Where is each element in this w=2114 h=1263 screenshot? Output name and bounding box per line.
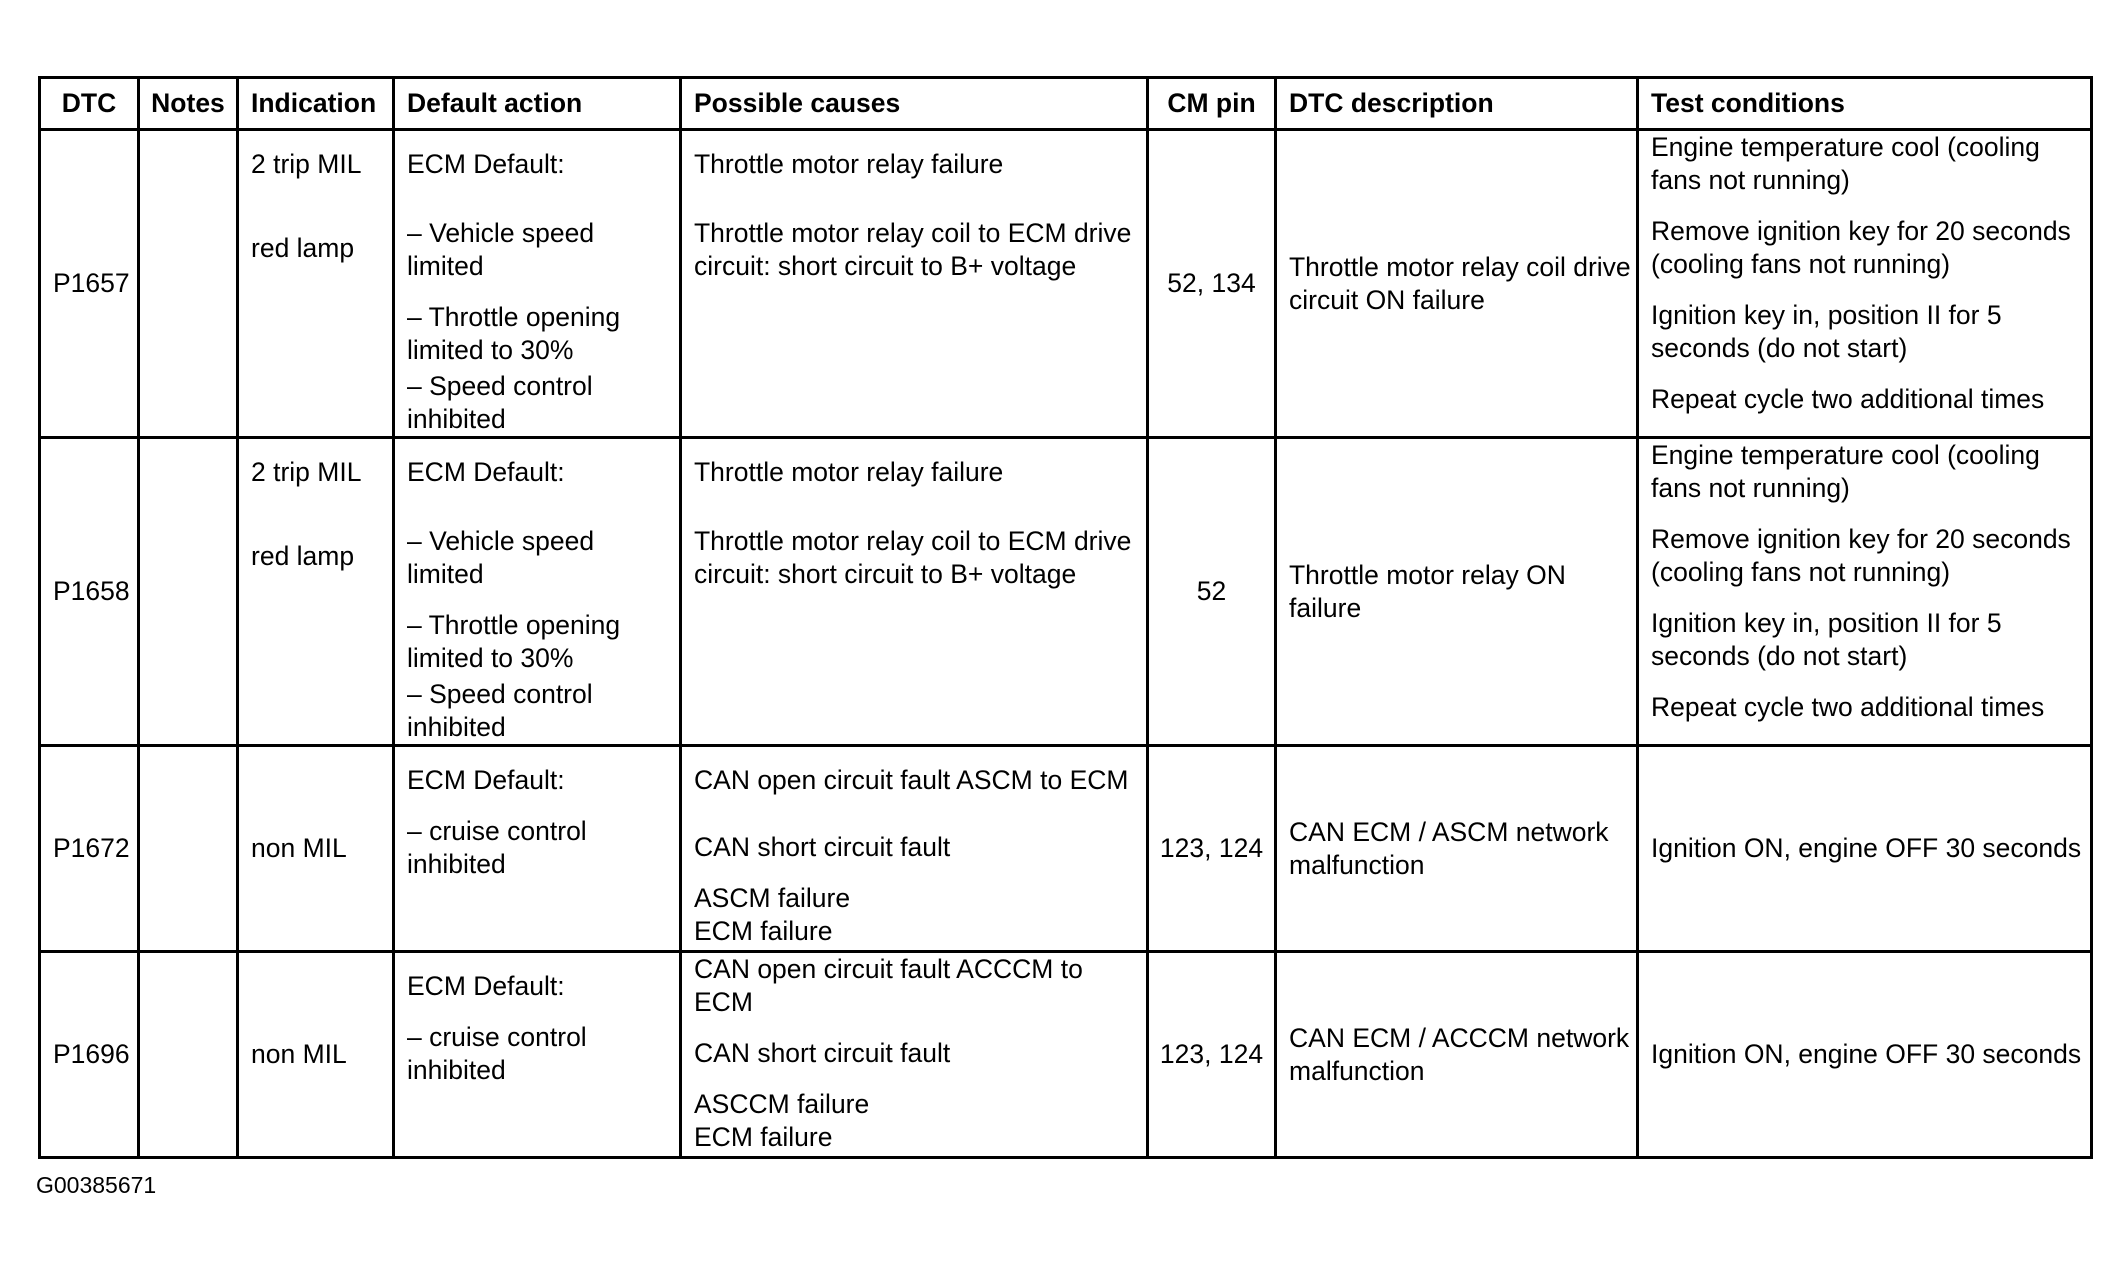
table-row-p1658	[40, 438, 2092, 746]
default-action-line: inhibited	[407, 1055, 506, 1085]
condition-line: (cooling fans not running)	[1651, 557, 1951, 587]
default-action-cell	[394, 952, 681, 1158]
default-action-line: – Vehicle speed	[407, 218, 595, 248]
header-dtc: DTC	[40, 78, 139, 130]
header-cm-pin: CM pin	[1148, 78, 1276, 130]
table-row-p1672	[40, 746, 2092, 952]
cause-line: ECM	[694, 987, 753, 1017]
cause-line: CAN open circuit fault ACCCM to	[694, 954, 1083, 984]
table-row-p1657	[40, 130, 2092, 438]
condition-line: Engine temperature cool (cooling	[1651, 440, 2040, 470]
condition-line: seconds (do not start)	[1651, 641, 1908, 671]
condition-line: Engine temperature cool (cooling	[1651, 132, 2040, 162]
dtc-code: P1672	[53, 833, 130, 863]
condition-line: (cooling fans not running)	[1651, 249, 1951, 279]
condition-line: fans not running)	[1651, 473, 1850, 503]
indication-line: non MIL	[251, 833, 347, 863]
dtc-description-cell	[1276, 438, 1638, 746]
default-action-line: inhibited	[407, 849, 506, 879]
condition-line: Ignition ON, engine OFF 30 seconds	[1651, 833, 2082, 863]
cause-line: ECM failure	[694, 916, 833, 946]
dtc-code: P1696	[53, 1039, 130, 1069]
possible-causes-cell	[681, 746, 1148, 952]
indication-line: red lamp	[251, 233, 355, 263]
default-action-cell	[394, 130, 681, 438]
cm-pin-cell	[1148, 438, 1276, 746]
default-action-line: – cruise control	[407, 816, 587, 846]
header-dtc-description: DTC description	[1276, 78, 1638, 130]
condition-line: seconds (do not start)	[1651, 333, 1908, 363]
indication-line: non MIL	[251, 1039, 347, 1069]
default-action-line: – Throttle opening	[407, 302, 621, 332]
description-line: failure	[1289, 592, 1362, 623]
description-line: malfunction	[1289, 849, 1425, 880]
cause-line: CAN open circuit fault ASCM to ECM	[694, 765, 1129, 795]
cause-line: Throttle motor relay coil to ECM drive	[694, 218, 1132, 248]
header-row	[40, 78, 2092, 130]
dtc-table	[38, 76, 2093, 1159]
default-action-line: limited	[407, 559, 484, 589]
indication-line: red lamp	[251, 541, 355, 571]
header-possible-causes: Possible causes	[681, 78, 1148, 130]
dtc-code-cell	[40, 952, 139, 1158]
cm-pin: 123, 124	[1159, 833, 1264, 863]
cm-pin: 123, 124	[1159, 1039, 1264, 1069]
test-conditions-cell	[1638, 438, 2092, 746]
possible-causes-cell	[681, 130, 1148, 438]
cause-line: ASCM failure	[694, 883, 851, 913]
cause-line: circuit: short circuit to B+ voltage	[694, 251, 1077, 281]
default-action-title: ECM Default:	[407, 149, 565, 179]
default-action-line: – Speed control	[407, 679, 593, 709]
description-line: Throttle motor relay ON	[1289, 559, 1566, 590]
notes-cell	[139, 438, 238, 746]
condition-line: Remove ignition key for 20 seconds	[1651, 216, 2071, 246]
description-line: CAN ECM / ACCCM network	[1289, 1022, 1630, 1053]
indication-line: 2 trip MIL	[251, 149, 362, 179]
indication-cell	[238, 130, 394, 438]
default-action-title: ECM Default:	[407, 765, 565, 795]
notes-cell	[139, 952, 238, 1158]
dtc-code-cell	[40, 746, 139, 952]
header-default-action: Default action	[394, 78, 681, 130]
default-action-line: – Vehicle speed	[407, 526, 595, 556]
condition-line: Ignition key in, position II for 5	[1651, 608, 2002, 638]
test-conditions-cell	[1638, 130, 2092, 438]
indication-cell	[238, 438, 394, 746]
notes-cell	[139, 746, 238, 952]
description-line: circuit ON failure	[1289, 284, 1485, 315]
indication-cell	[238, 952, 394, 1158]
header-indication: Indication	[238, 78, 394, 130]
default-action-cell	[394, 438, 681, 746]
cm-pin-cell	[1148, 952, 1276, 1158]
condition-line: Repeat cycle two additional times	[1651, 384, 2045, 414]
cause-line: Throttle motor relay coil to ECM drive	[694, 526, 1132, 556]
header-test-conditions: Test conditions	[1638, 78, 2092, 130]
dtc-code: P1657	[53, 268, 130, 298]
description-line: Throttle motor relay coil drive	[1289, 251, 1631, 282]
default-action-cell	[394, 746, 681, 952]
default-action-title: ECM Default:	[407, 457, 565, 487]
condition-line: Ignition key in, position II for 5	[1651, 300, 2002, 330]
possible-causes-cell	[681, 952, 1148, 1158]
indication-line: 2 trip MIL	[251, 457, 362, 487]
cm-pin-cell	[1148, 130, 1276, 438]
cause-line: CAN short circuit fault	[694, 832, 951, 862]
default-action-line: – Speed control	[407, 371, 593, 401]
description-line: CAN ECM / ASCM network	[1289, 816, 1609, 847]
figure-id: G00385671	[36, 1172, 157, 1198]
default-action-title: ECM Default:	[407, 971, 565, 1001]
table-row-p1696	[40, 952, 2092, 1158]
cause-line: CAN short circuit fault	[694, 1038, 951, 1068]
condition-line: Remove ignition key for 20 seconds	[1651, 524, 2071, 554]
cause-line: Throttle motor relay failure	[694, 457, 1004, 487]
cause-line: ECM failure	[694, 1122, 833, 1152]
dtc-code-cell	[40, 438, 139, 746]
default-action-line: limited	[407, 251, 484, 281]
dtc-description-cell	[1276, 130, 1638, 438]
description-line: malfunction	[1289, 1055, 1425, 1086]
header-notes: Notes	[139, 78, 238, 130]
test-conditions-cell	[1638, 952, 2092, 1158]
default-action-line: limited to 30%	[407, 643, 574, 673]
cm-pin: 52, 134	[1167, 268, 1256, 298]
cause-line: Throttle motor relay failure	[694, 149, 1004, 179]
cause-line: circuit: short circuit to B+ voltage	[694, 559, 1077, 589]
possible-causes-cell	[681, 438, 1148, 746]
condition-line: fans not running)	[1651, 165, 1850, 195]
default-action-line: – Throttle opening	[407, 610, 621, 640]
indication-cell	[238, 746, 394, 952]
cm-pin: 52	[1196, 576, 1227, 606]
dtc-description-cell	[1276, 952, 1638, 1158]
condition-line: Repeat cycle two additional times	[1651, 692, 2045, 722]
test-conditions-cell	[1638, 746, 2092, 952]
dtc-code: P1658	[53, 576, 130, 606]
dtc-code-cell	[40, 130, 139, 438]
default-action-line: inhibited	[407, 404, 506, 434]
default-action-line: inhibited	[407, 712, 506, 742]
default-action-line: – cruise control	[407, 1022, 587, 1052]
dtc-description-cell	[1276, 746, 1638, 952]
notes-cell	[139, 130, 238, 438]
condition-line: Ignition ON, engine OFF 30 seconds	[1651, 1039, 2082, 1069]
cause-line: ASCCM failure	[694, 1089, 870, 1119]
cm-pin-cell	[1148, 746, 1276, 952]
default-action-line: limited to 30%	[407, 335, 574, 365]
